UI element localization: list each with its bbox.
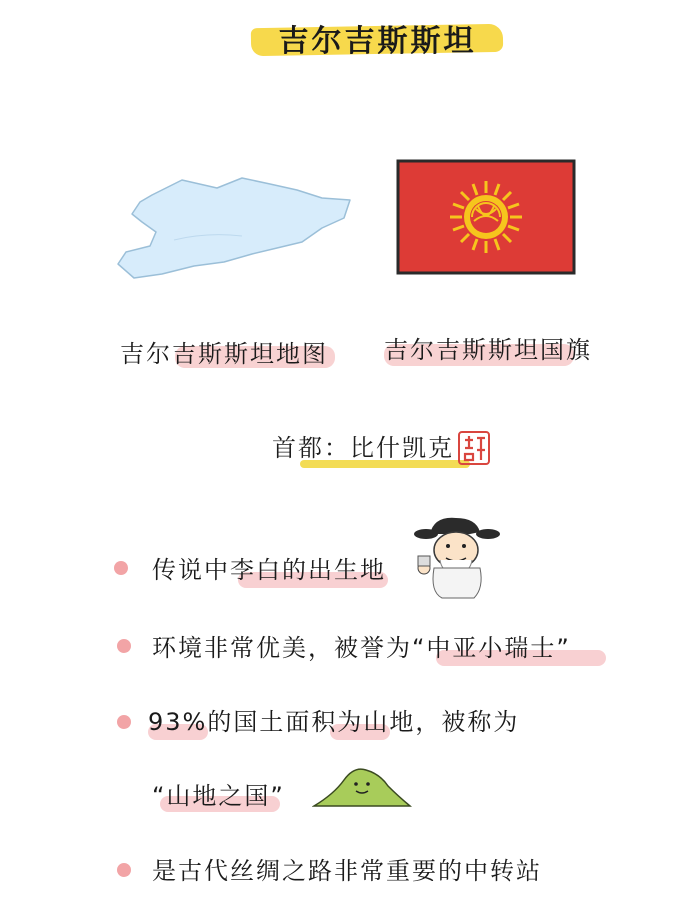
kyrgyzstan-map-icon: [112, 170, 357, 290]
title-block: [245, 12, 510, 62]
li-bai-scholar-icon: [412, 512, 502, 600]
bullet-dot: [117, 639, 131, 653]
map-caption-block: [120, 334, 350, 368]
fact-item-1: 传说中李白的出生地: [152, 556, 386, 584]
fact-item-3-continued: “山地之国”: [152, 782, 285, 810]
fact-item-3: 93%的国土面积为山地，被称为: [148, 708, 520, 736]
map-caption: 吉尔吉斯斯坦地图: [120, 340, 328, 368]
seal-stamp-icon: [457, 430, 491, 466]
page-title: 吉尔吉斯斯坦: [278, 24, 477, 59]
flag-caption-block: [384, 330, 614, 364]
mountain-icon: [312, 764, 412, 808]
bullet-dot: [117, 863, 131, 877]
flag-caption: 吉尔吉斯斯坦国旗: [384, 336, 592, 364]
fact-item-2: 环境非常优美，被誉为“中亚小瑞士”: [152, 634, 571, 662]
bullet-dot: [114, 561, 128, 575]
fact-item-4: 是古代丝绸之路非常重要的中转站: [152, 857, 542, 885]
kyrgyzstan-flag-icon: [395, 158, 577, 276]
bullet-dot: [117, 715, 131, 729]
capital-text: 首都：比什凯克: [272, 434, 454, 462]
